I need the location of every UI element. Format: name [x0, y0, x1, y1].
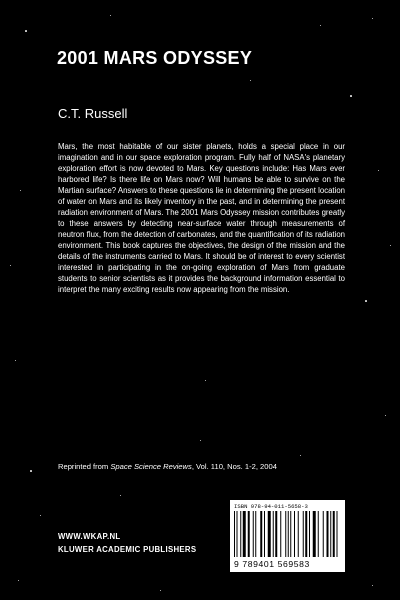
book-description: Mars, the most habitable of our sister planets, holds a special place in our imagination and in our space exploration program. Fully half of NASA's planetary exploration effort is now devoted to Mars. Key questions include: Has Mars ever harbored life? Is there life on Mars now? Will humans be able to survive on the Martian surface? Answers to these questions lie in determining the present location of water on Mars and its likely inventory in the past, and in determining the present radiation environment of Mars. The 2001 Mars Odyssey mission contributes greatly to these answers by detecting near-surface water through measurements of neutron flux, from the detection of carbonates, and the quantification of its radiation environment. This book captures the objectives, the design of the mission and the details of the instruments carried to Mars. It should be of interest to every scientist interested in participating in the on-going exploration of Mars from graduate students to senior scientists as it provides the background information essential to interpret the many exciting results now appearing from the mission.	[58, 142, 345, 294]
barcode-bar	[264, 511, 265, 557]
star	[365, 300, 367, 302]
barcode-bar	[260, 511, 262, 557]
star	[15, 360, 16, 361]
barcode-bar	[275, 511, 277, 557]
barcode-bar	[330, 511, 331, 557]
star	[372, 18, 373, 19]
isbn-barcode-panel	[230, 500, 345, 572]
barcode-bar	[255, 511, 256, 557]
reprint-prefix: Reprinted from	[58, 462, 111, 471]
barcode-bar	[303, 511, 304, 557]
star	[40, 515, 41, 516]
star	[10, 265, 11, 266]
barcode-bar	[288, 511, 289, 557]
book-title: 2001 MARS ODYSSEY	[57, 48, 253, 68]
reprint-volume-info: , Vol. 110, Nos. 1-2, 2004	[191, 462, 277, 471]
star	[372, 585, 373, 586]
reprint-journal-name: Space Science Reviews	[110, 462, 192, 471]
barcode-bar	[234, 511, 235, 557]
barcode-bar	[337, 511, 338, 557]
star	[110, 15, 111, 16]
star	[390, 245, 391, 246]
barcode-bar	[294, 511, 295, 557]
star	[378, 170, 379, 171]
publisher-name: KLUWER ACADEMIC PUBLISHERS	[58, 545, 197, 554]
star	[385, 415, 386, 416]
star	[25, 30, 27, 32]
barcode-bar	[323, 511, 324, 557]
star	[200, 440, 201, 441]
star	[20, 190, 21, 191]
barcode-digits: 9 789401 569583	[234, 559, 310, 569]
publisher-website: WWW.WKAP.NL	[58, 532, 121, 541]
barcode-bar	[313, 511, 316, 557]
star	[30, 470, 32, 472]
star	[300, 455, 301, 456]
barcode-bar	[268, 511, 271, 557]
barcode-bar	[298, 511, 299, 557]
barcode-bar	[253, 511, 254, 557]
star	[250, 80, 251, 81]
barcode-bar	[290, 511, 291, 557]
star	[18, 580, 19, 581]
barcode-bar	[243, 511, 246, 557]
barcode-image	[234, 511, 341, 559]
barcode-bar	[273, 511, 274, 557]
barcode-bar	[248, 511, 250, 557]
star	[320, 25, 321, 26]
barcode-bar	[280, 511, 281, 557]
isbn-number: ISBN 978-94-011-5658-3	[234, 503, 308, 510]
book-author: C.T. Russell	[58, 106, 128, 121]
star	[205, 380, 206, 381]
barcode-bar	[309, 511, 310, 557]
barcode-bar	[318, 511, 319, 557]
barcode-bar	[240, 511, 241, 557]
star	[120, 495, 121, 496]
star	[350, 95, 352, 97]
star	[160, 590, 161, 591]
barcode-bar	[305, 511, 307, 557]
barcode-bar	[327, 511, 329, 557]
reprint-notice	[58, 462, 277, 471]
barcode-bar	[333, 511, 335, 557]
barcode-bar	[237, 511, 238, 557]
barcode-bar	[285, 511, 286, 557]
